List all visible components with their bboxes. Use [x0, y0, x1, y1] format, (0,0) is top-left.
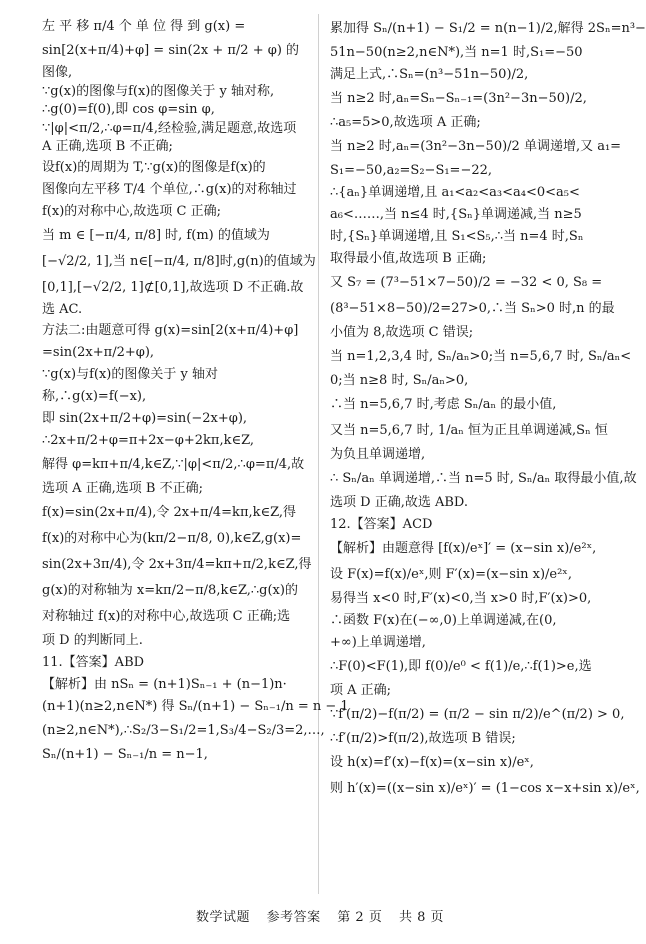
text-line: Sₙ/(n+1) − Sₙ₋₁/n = n−1,: [42, 746, 208, 762]
left-column: [42, 16, 349, 766]
text-line: 设 F(x)=f(x)/eˣ,则 F′(x)=(x−sin x)/e²ˣ,: [330, 567, 572, 582]
text-line: [0,1],[−√2/2, 1]⊄[0,1],故选项 D 不正确.故: [42, 279, 304, 295]
text-line: A 正确,选项 B 不正确;: [42, 139, 173, 155]
text-line: ∵f′(π/2)−f(π/2) = (π/2 − sin π/2)/e^(π/2) > 0,: [330, 707, 625, 722]
text-line: ∴a₅=5>0,故选项 A 正确;: [330, 115, 481, 130]
text-line: (n+1)(n≥2,n∈N*) 得 Sₙ/(n+1) − Sₙ₋₁/n = n − 1: [42, 698, 349, 714]
text-line: 满足上式,∴Sₙ=(n³−51n−50)/2,: [330, 67, 529, 82]
text-line: 则 h′(x)=((x−sin x)/eˣ)′ = (1−cos x−x+sin x)/eˣ,: [330, 781, 640, 796]
text-line: 图像,: [42, 65, 73, 80]
right-column: [330, 16, 646, 802]
text-line: ∴2x+π/2+φ=π+2x−φ+2kπ,k∈Z,: [42, 432, 255, 448]
text-line: ∴ Sₙ/aₙ 单调递增,∴当 n=5 时, Sₙ/aₙ 取得最小值,故: [330, 471, 637, 486]
text-line: g(x)的对称轴为 x=kπ/2−π/8,k∈Z,∴g(x)的: [42, 582, 298, 598]
page-footer: [0, 906, 640, 925]
text-line: f(x)的对称中心,故选项 C 正确;: [42, 203, 222, 219]
text-line: 当 m ∈ [−π/4, π/8] 时, f(m) 的值域为: [42, 227, 270, 243]
footer-total: 共 8 页: [398, 910, 445, 925]
text-line: 【解析】由题意得 [f(x)/eˣ]′ = (x−sin x)/e²ˣ,: [330, 541, 597, 556]
text-line: +∞)上单调递增,: [330, 635, 426, 650]
text-line: ∴当 n=5,6,7 时,考虑 Sₙ/aₙ 的最小值,: [330, 397, 557, 412]
text-line: a₆<……,当 n≤4 时,{Sₙ}单调递减,当 n≥5: [330, 207, 582, 222]
text-line: ∵g(x)与f(x)的图像关于 y 轴对: [42, 366, 218, 382]
text-line: 小值为 8,故选项 C 错误;: [330, 325, 474, 340]
text-line: 图像向左平移 T/4 个单位,∴g(x)的对称轴过: [42, 181, 297, 197]
text-line: 12.【答案】ACD: [330, 517, 433, 532]
text-line: 即 sin(2x+π/2+φ)=sin(−2x+φ),: [42, 410, 248, 426]
text-line: 累加得 Sₙ/(n+1) − S₁/2 = n(n−1)/2,解得 2Sₙ=n³−: [330, 21, 646, 36]
text-line: 取得最小值,故选项 B 正确;: [330, 251, 487, 266]
text-line: ∴f′(π/2)>f(π/2),故选项 B 错误;: [330, 731, 516, 746]
text-line: 时,{Sₙ}单调递增,且 S₁<S₅,∴当 n=4 时,Sₙ: [330, 229, 584, 244]
text-line: ∴F(0)<F(1),即 f(0)/e⁰ < f(1)/e,∴f(1)>e,选: [330, 659, 592, 674]
text-line: sin[2(x+π/4)+φ] = sin(2x + π/2 + φ) 的: [42, 43, 300, 58]
text-line: 左 平 移 π/4 个 单 位 得 到 g(x) =: [42, 19, 246, 34]
text-line: S₁=−50,a₂=S₂−S₁=−22,: [330, 163, 493, 178]
text-line: 当 n=1,2,3,4 时, Sₙ/aₙ>0;当 n=5,6,7 时, Sₙ/aₙ<: [330, 349, 632, 364]
text-line: 对称轴过 f(x)的对称中心,故选项 C 正确;选: [42, 608, 291, 624]
text-line: 解得 φ=kπ+π/4,k∈Z,∵|φ|<π/2,∴φ=π/4,故: [42, 456, 305, 472]
text-line: (8³−51×8−50)/2=27>0,∴当 Sₙ>0 时,n 的最: [330, 301, 615, 316]
text-line: 51n−50(n≥2,n∈N*),当 n=1 时,S₁=−50: [330, 45, 583, 60]
text-line: 选 AC.: [42, 301, 83, 317]
text-line: 设f(x)的周期为 T,∵g(x)的图像是f(x)的: [42, 159, 266, 175]
text-line: (n≥2,n∈N*),∴S₂/3−S₁/2=1,S₃/4−S₂/3=2,…,: [42, 722, 325, 738]
text-line: 【解析】由 nSₙ = (n+1)Sₙ₋₁ + (n−1)n·: [42, 676, 287, 692]
footer-page: 第 2 页: [337, 910, 383, 925]
text-line: 方法二:由题意可得 g(x)=sin[2(x+π/4)+φ]: [42, 322, 299, 338]
text-line: 易得当 x<0 时,F′(x)<0,当 x>0 时,F′(x)>0,: [330, 591, 592, 606]
text-line: 当 n≥2 时,aₙ=(3n²−3n−50)/2 单调递增,又 a₁=: [330, 139, 622, 154]
text-line: f(x)的对称中心为(kπ/2−π/8, 0),k∈Z,g(x)=: [42, 530, 302, 546]
text-line: 选项 D 正确,故选 ABD.: [330, 495, 468, 510]
footer-subject: 数学试题: [195, 910, 250, 925]
text-line: 当 n≥2 时,aₙ=Sₙ−Sₙ₋₁=(3n²−3n−50)/2,: [330, 91, 587, 106]
text-line: 0;当 n≥8 时, Sₙ/aₙ>0,: [330, 373, 469, 388]
text-line: 选项 A 正确,选项 B 不正确;: [42, 480, 203, 496]
text-line: 项 A 正确;: [330, 683, 392, 698]
text-line: ∴g(0)=f(0),即 cos φ=sin φ,: [42, 102, 215, 118]
text-line: 又 S₇ = (7³−51×7−50)/2 = −32 < 0, S₈ =: [330, 275, 603, 290]
text-line: 又当 n=5,6,7 时, 1/aₙ 恒为正且单调递减,Sₙ 恒: [330, 423, 608, 438]
text-line: 项 D 的判断同上.: [42, 632, 143, 648]
text-line: =sin(2x+π/2+φ),: [42, 344, 155, 360]
text-line: ∵|φ|<π/2,∴φ=π/4,经检验,满足题意,故选项: [42, 120, 297, 136]
text-line: ∴{aₙ}单调递增,且 a₁<a₂<a₃<a₄<0<a₅<: [330, 185, 580, 200]
text-line: 称,∴g(x)=f(−x),: [42, 388, 147, 404]
text-line: 11.【答案】ABD: [42, 654, 145, 670]
text-line: ∵g(x)的图像与f(x)的图像关于 y 轴对称,: [42, 83, 275, 99]
footer-label: 参考答案: [266, 910, 321, 925]
text-line: ∴函数 F(x)在(−∞,0)上单调递减,在(0,: [330, 613, 557, 628]
text-line: sin(2x+3π/4),令 2x+3π/4=kπ+π/2,k∈Z,得: [42, 556, 312, 572]
text-line: 设 h(x)=f′(x)−f(x)=(x−sin x)/eˣ,: [330, 755, 534, 770]
text-line: f(x)=sin(2x+π/4),令 2x+π/4=kπ,k∈Z,得: [42, 504, 297, 520]
text-line: [−√2/2, 1],当 n∈[−π/4, π/8]时,g(n)的值域为: [42, 253, 316, 269]
text-line: 为负且单调递增,: [330, 447, 426, 462]
